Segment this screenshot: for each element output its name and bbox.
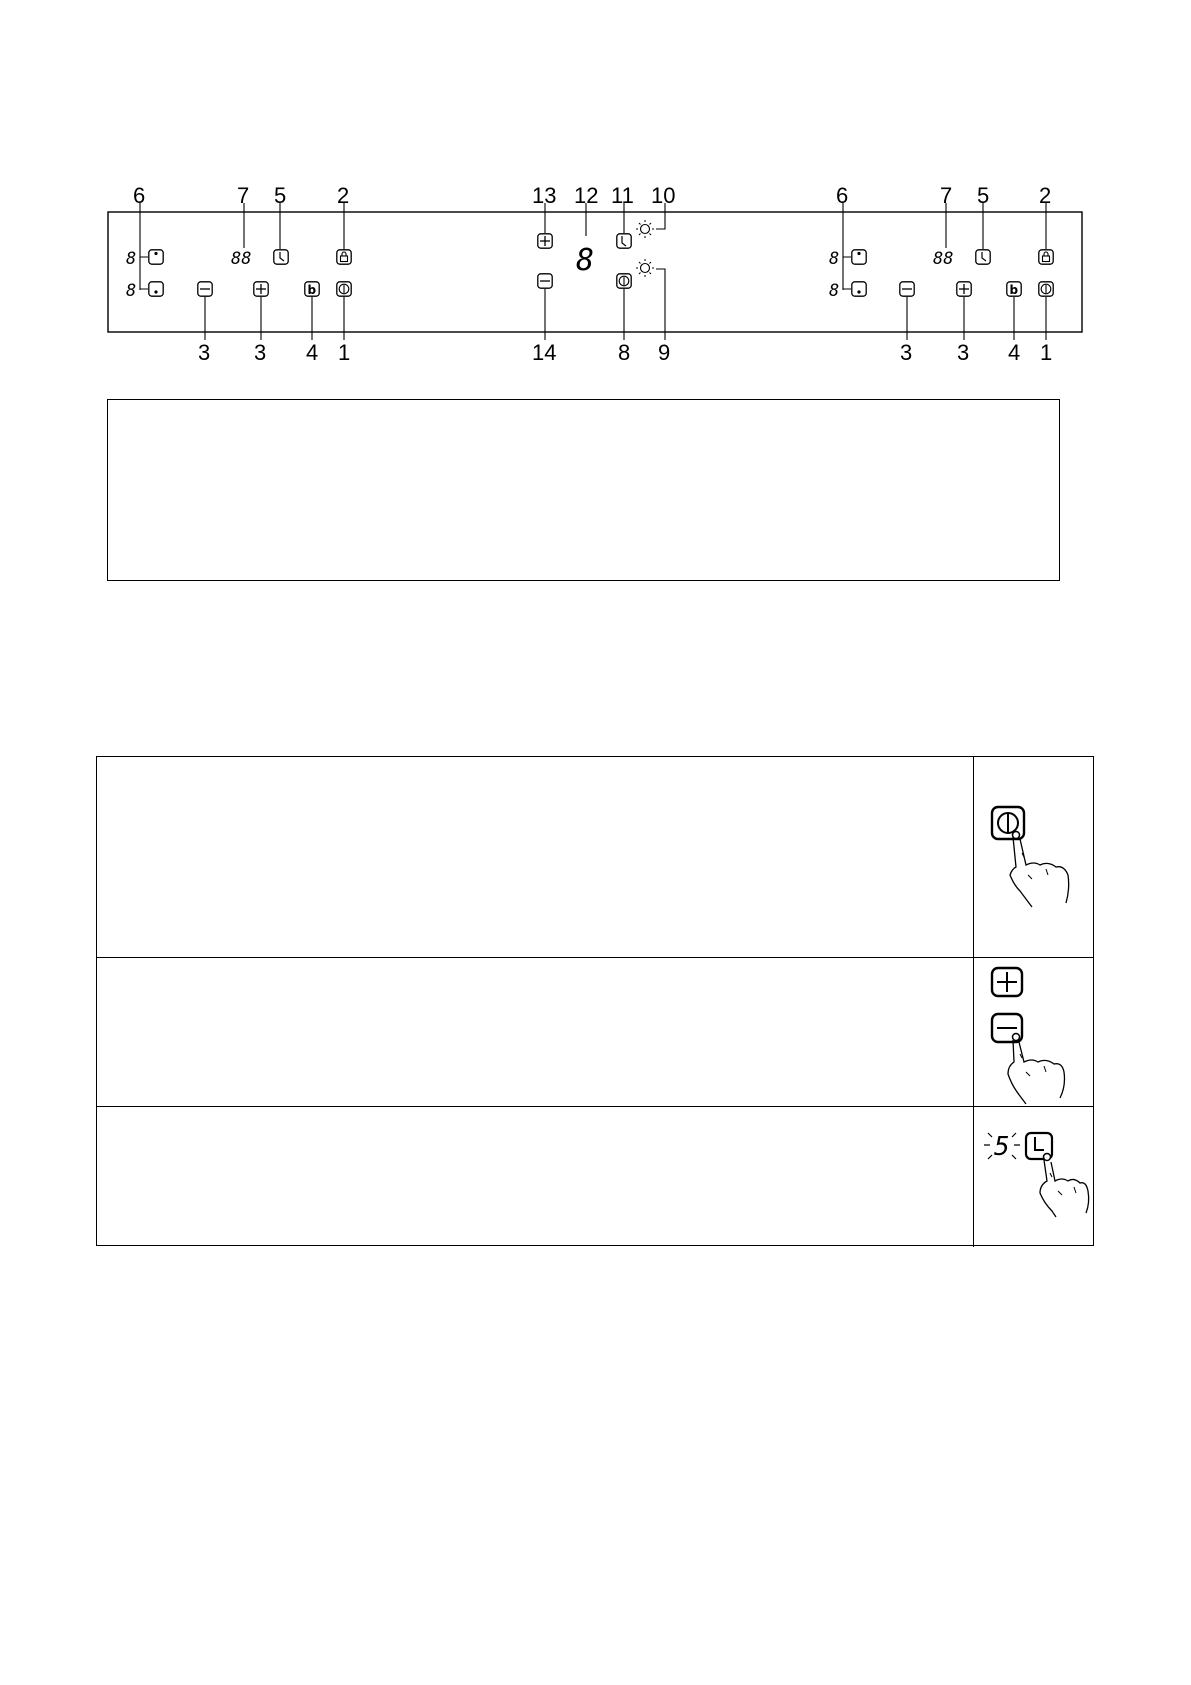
- right-front-zone-display: 8: [829, 281, 840, 301]
- center-minus-key[interactable]: [538, 274, 552, 288]
- center-power-key[interactable]: [617, 274, 631, 288]
- left-boost-key[interactable]: [305, 282, 319, 297]
- left-zone-controls: [126, 203, 351, 340]
- operation-steps-table: [96, 756, 1094, 1246]
- callout-11: 11: [611, 183, 634, 208]
- step-row-power-on: [97, 757, 1093, 957]
- callout-4-left: 4: [306, 340, 319, 365]
- center-controls: [538, 203, 665, 340]
- callout-13: 13: [532, 183, 557, 208]
- step-picture-power-on: [973, 757, 1093, 957]
- callout-3a-right: 3: [900, 340, 913, 365]
- callout-4-right: 4: [1008, 340, 1021, 365]
- timer-value-display: 5: [994, 1132, 1010, 1162]
- legend-text-box: [107, 399, 1060, 581]
- step-text-adjust-level: [97, 958, 973, 1106]
- control-panel-diagram: [0, 0, 1191, 380]
- callout-5-left: 5: [274, 183, 287, 208]
- callout-5-right: 5: [977, 183, 990, 208]
- step-picture-adjust-level: [973, 958, 1093, 1106]
- step-text-timer: [97, 1107, 973, 1247]
- left-timer-key[interactable]: [274, 250, 288, 264]
- boost-icon: b: [307, 283, 317, 297]
- callout-6-right: 6: [836, 183, 849, 208]
- callout-7-right: 7: [940, 183, 953, 208]
- boost-icon: b: [1009, 283, 1019, 297]
- callout-14: 14: [532, 340, 557, 365]
- power-indicator-light: [636, 259, 654, 277]
- blinking-timer-display: [984, 1132, 1020, 1162]
- center-display: 8: [576, 243, 595, 278]
- left-front-zone-display: 8: [126, 281, 137, 301]
- right-timer-key[interactable]: [976, 250, 990, 264]
- callout-6-left: 6: [133, 183, 146, 208]
- callout-1-right: 1: [1040, 340, 1053, 365]
- callout-2-right: 2: [1039, 183, 1052, 208]
- right-rear-zone-display: 8: [829, 249, 840, 269]
- callout-3b-right: 3: [957, 340, 970, 365]
- right-minus-key[interactable]: [900, 282, 914, 296]
- callout-3b-left: 3: [254, 340, 267, 365]
- left-timer-display: 88: [231, 249, 252, 269]
- callout-8: 8: [618, 340, 631, 365]
- step-picture-timer: [973, 1107, 1093, 1247]
- callout-12: 12: [574, 183, 599, 208]
- left-minus-key[interactable]: [198, 282, 212, 296]
- center-plus-key[interactable]: [538, 234, 552, 248]
- right-zone-controls: [829, 203, 1053, 340]
- left-plus-key[interactable]: [254, 282, 268, 296]
- right-lock-key[interactable]: [1039, 250, 1053, 264]
- left-rear-zone-select-key[interactable]: [149, 250, 163, 264]
- center-timer-key[interactable]: [617, 234, 631, 248]
- callout-7-left: 7: [237, 183, 250, 208]
- left-front-zone-select-key[interactable]: [149, 282, 163, 296]
- step-text-power-on: [97, 757, 973, 957]
- right-front-zone-select-key[interactable]: [852, 282, 866, 296]
- pointing-hand-icon: [1010, 832, 1069, 908]
- right-rear-zone-select-key[interactable]: [852, 250, 866, 264]
- callout-9: 9: [658, 340, 671, 365]
- pointing-hand-icon: [1008, 1034, 1065, 1105]
- callout-2-left: 2: [337, 183, 350, 208]
- left-power-key[interactable]: [337, 282, 351, 296]
- timer-indicator-light: [636, 220, 654, 238]
- cooktop-panel-frame: [108, 212, 1082, 332]
- right-power-key[interactable]: [1039, 282, 1053, 296]
- step-row-timer: [97, 1106, 1093, 1247]
- callout-10: 10: [651, 183, 676, 208]
- right-timer-display: 88: [933, 249, 954, 269]
- left-lock-key[interactable]: [337, 250, 351, 264]
- step-row-adjust-level: [97, 957, 1093, 1106]
- right-boost-key[interactable]: [1007, 282, 1021, 297]
- right-plus-key[interactable]: [957, 282, 971, 296]
- left-rear-zone-display: 8: [126, 249, 137, 269]
- callout-1-left: 1: [338, 340, 351, 365]
- pointing-hand-icon: [1040, 1154, 1089, 1218]
- callout-3a-left: 3: [198, 340, 211, 365]
- plus-icon: [992, 968, 1022, 996]
